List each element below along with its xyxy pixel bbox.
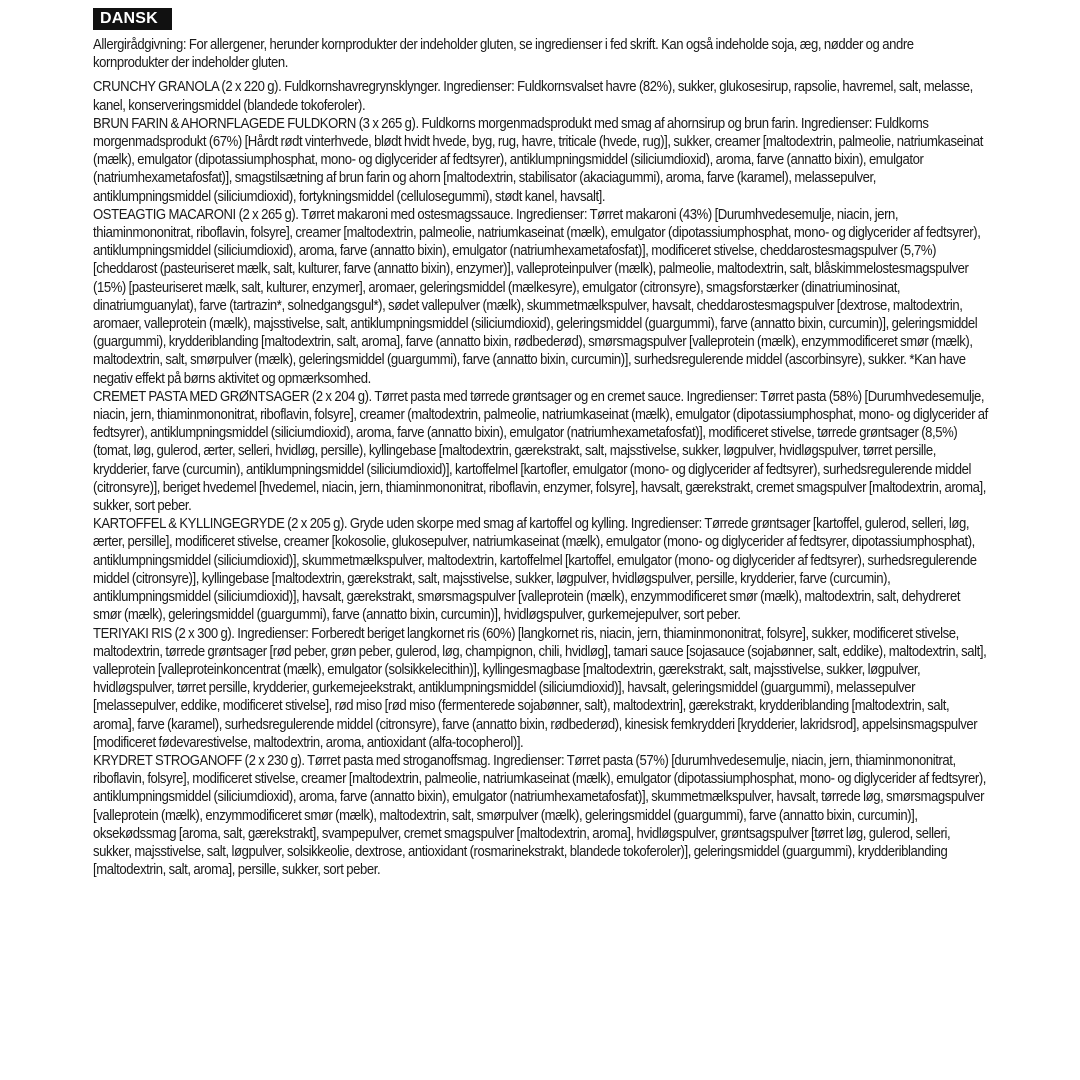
ingredient-label <box>93 8 988 879</box>
product-entry <box>93 206 988 388</box>
product-name: CREMET PASTA MED GRØNTSAGER <box>93 388 310 405</box>
allergy-text: For allergener, herunder kornprodukter der indeholder gluten, se ingredienser i fed skrift. Kan også indeholde soja, æg, nødder og andre kornprodukter der indeholder gluten. <box>93 37 914 72</box>
product-entry <box>93 388 988 515</box>
product-ingredients: (2 x 205 g). Gryde uden skorpe med smag af kartoffel og kylling. Ingredienser: Tørrede grøntsager [kartoffel, gulerod, selleri, løg, ærter, persille], modificeret stivelse, creamer [kokosolie, glukosepulver, natriumkaseinat (mælk), emulgator (mono- og diglycerider af fedtsyrer, dipotassiumphosphat), antiklumpningsmiddel (siliciumdioxid)], skummetmælkspulver, maltodextrin, kartoffelmel [kartoffel, emulgator (mono- og diglycerider af fedtsyrer), surhedsregulerende middel (citronsyre)], kyllingebase [maltodextrin, gærekstrakt, salt, majsstivelse, sukker, løgpulver, hvidløgspulver, persille, krydderier, farve (curcumin), antiklumpningsmiddel (siliciumdioxid)], havsalt, gærekstrakt, smørsmagspulver [valleprotein (mælk), enzymmodificeret smør (mælk), maltodextrin, salt, dehydreret smør (mælk), geleringsmiddel (guargummi), farve (annatto bixin, curcumin)], hvidløgspulver, gurkemejepulver, sort peber. <box>93 516 977 624</box>
product-ingredients: (2 x 230 g). Tørret pasta med stroganoffsmag. Ingredienser: Tørret pasta (57%) [durumhvedesemulje, niacin, jern, thiaminmononitrat, riboflavin, folsyre], modificeret stivelse, creamer [maltodextrin, palmeolie, natriumkaseinat (mælk), emulgator (dipotassiumphosphat, mono- og diglycerider af fedtsyrer), antiklumpningsmiddel (siliciumdioxid), aroma, farve (annatto bixin), emulgator (natriumhexametafosfat)], skummetmælkspulver, havsalt, tørrede løg, smørsmagspulver [valleprotein (mælk), enzymmodificeret smør (mælk), maltodextrin, salt, smørpulver (mælk), geleringsmiddel (guargummi), farve (annatto bixin, curcumin)], oksekødssmag [aroma, salt, gærekstrakt], svampepulver, cremet smagspulver [maltodextrin, aroma], hvidløgspulver, grøntsagspulver [tørret løg, gulerod, selleri, sukker, majsstivelse, salt, løgpulver, solsikkeolie, dextrose, antioxidant (rosmarinekstrakt, blandede tokoferoler)], geleringsmiddel (guargummi), krydderiblanding [maltodextrin, salt, aroma], persille, sukker, sort peber. <box>93 752 987 879</box>
product-ingredients: (2 x 300 g). Ingredienser: Forberedt beriget langkornet ris (60%) [langkornet ris, niacin, jern, thiaminmononitrat, folsyre], sukker, modificeret stivelse, maltodextrin, tørrede grøntsager [rød peber, grøn peber, gulerod, løg, champignon, chili, hvidløg], tamari sauce [sojasauce (sojabønner, salt, eddike), maltodextrin, salt], valleprotein [valleproteinkoncentrat (mælk), emulgator (solsikkelecithin)], kyllingesmagbase [maltodextrin, gærekstrakt, salt, majsstivelse, sukker, løgpulver, hvidløgspulver, tørret persille, krydderier, gurkemejeekstrakt, antiklumpningsmiddel (siliciumdioxid)], havsalt, geleringsmiddel (guargummi), melassepulver [melassepulver, eddike, modificeret stivelse], rød miso [rød miso (fermenterede sojabønner, salt), maltodextrin], gærekstrakt, krydderiblanding [maltodextrin, salt, aroma], farve (karamel), surhedsregulerende middel (citronsyre), farve (annatto bixin, rødbederød), kinesisk femkrydderi [krydderier, lakridsrod], appelsinsmagspulver [modificeret fødevarestivelse, maltodextrin, aroma, antioxidant (alfa-tocopherol)]. <box>93 625 987 751</box>
product-name: OSTEAGTIG MACARONI <box>93 206 236 223</box>
product-name: KARTOFFEL & KYLLINGEGRYDE <box>93 516 285 533</box>
product-entry <box>93 515 988 624</box>
product-name: CRUNCHY GRANOLA <box>93 79 219 96</box>
allergy-label: Allergirådgivning: <box>93 37 187 53</box>
product-entry <box>93 752 988 879</box>
product-entry <box>93 625 988 752</box>
allergy-advice <box>93 36 988 72</box>
product-ingredients: (2 x 220 g). Fuldkornshavregrynsklynger. Ingredienser: Fuldkornsvalset havre (82%), sukker, glukosesirup, rapsolie, havremel, salt, melasse, kanel, konserveringsmiddel (blandede tokoferoler). <box>93 79 973 114</box>
product-ingredients: (2 x 265 g). Tørret makaroni med ostesmagssauce. Ingredienser: Tørret makaroni (43%) [Durumhvedesemulje, niacin, jern, thiaminmononitrat, riboflavin, folsyre], creamer [maltodextrin, palmeolie, natriumkaseinat (mælk), emulgator (dipotassiumphosphat, mono- og diglycerider af fedtsyrer), antiklumpningsmiddel (siliciumdioxid), aroma, farve (annatto bixin), emulgator (natriumhexametafosfat)], modificeret stivelse, cheddarostesmagspulver (5,7%) [cheddarost (pasteuriseret mælk, salt, kulturer, farve (annatto bixin), enzymer)], valleproteinpulver (mælk), palmeolie, maltodextrin, salt, blåskimmelostesmagspulver (15%) [pasteuriseret mælk, salt, kulturer, enzymer], aromaer, geleringsmiddel (mælkesyre), emulgator (citronsyre), smagsforstærker (dinatriuminosinat, dinatriumguanylat), farve (tartrazin*, solnedgangsgul*), sødet vallepulver (mælk), skummetmælkspulver, havsalt, cheddarostesmagspulver [dextrose, maltodextrin, aromaer, valleprotein (mælk), majsstivelse, salt, antiklumpningsmiddel (siliciumdioxid), geleringsmiddel (guargummi), farve (annatto bixin, curcumin)], geleringsmiddel (guargummi), krydderiblanding [maltodextrin, salt, aroma], farve (annatto bixin, rødbederød), smørsmagspulver [valleprotein (mælk), enzymmodificeret smør (mælk), maltodextrin, salt, smørpulver (mælk), geleringsmiddel (guargummi), farve (annatto bixin, curcumin)], surhedsregulerende middel (ascorbinsyre), sukker. *Kan have negativ effekt på børns aktivitet og opmærksomhed. <box>93 206 981 387</box>
product-name: TERIYAKI RIS <box>93 625 172 642</box>
product-ingredients: (3 x 265 g). Fuldkorns morgenmadsprodukt med smag af ahornsirup og brun farin. Ingredienser: Fuldkorns morgenmadsprodukt (67%) [Hårdt rødt vinterhvede, blødt hvidt hvede, byg, rug, havre, triticale (hvede, rug)], sukker, creamer [maltodextrin, palmeolie, natriumkaseinat (mælk), emulgator (dipotassiumphosphat, mono- og diglycerider af fedtsyrer), antiklumpningsmiddel (siliciumdioxid), aroma, farve (annatto bixin), emulgator (natriumhexametafosfat)], smagstilsætning af brun farin og ahorn [maltodextrin, stabilisator (akaciagummi), aroma, farve (karamel), melassepulver, antiklumpningsmiddel (siliciumdioxid), fortykningsmiddel (cellulosegummi), stødt kanel, havsalt]. <box>93 115 984 205</box>
product-entry <box>93 78 988 114</box>
language-badge: DANSK <box>93 8 172 30</box>
product-name: BRUN FARIN & AHORNFLAGEDE FULDKORN <box>93 115 356 132</box>
product-entry <box>93 115 988 206</box>
product-name: KRYDRET STROGANOFF <box>93 752 242 769</box>
product-ingredients: (2 x 204 g). Tørret pasta med tørrede grøntsager og en cremet sauce. Ingredienser: Tørret pasta (58%) [Durumhvedesemulje, niacin, jern, thiaminmononitrat, riboflavin, folsyre], creamer (maltodextrin, palmeolie, natriumkaseinat (mælk), emulgator (dipotassiumphosphat, mono- og diglycerider af fedtsyrer), antiklumpningsmiddel (siliciumdioxid), aroma, farve (annatto bixin), emulgator (natriumhexametafosfat)], modificeret stivelse, tørrede grøntsager (8,5%) (tomat, løg, gulerod, ærter, selleri, hvidløg, persille), kyllingebase [maltodextrin, gærekstrakt, salt, majsstivelse, sukker, løgpulver, hvidløgspulver, tørret persille, krydderier, farve (curcumin), antiklumpningsmiddel (siliciumdioxid)], kartoffelmel [kartofler, emulgator (mono- og diglycerider af fedtsyrer), surhedsregulerende middel (citronsyre)], beriget hvedemel [hvedemel, niacin, jern, thiaminmononitrat, riboflavin, enzymer, folsyre], havsalt, gærekstrakt, cremet smagspulver [maltodextrin, aroma], sukker, sort peber. <box>93 388 988 515</box>
